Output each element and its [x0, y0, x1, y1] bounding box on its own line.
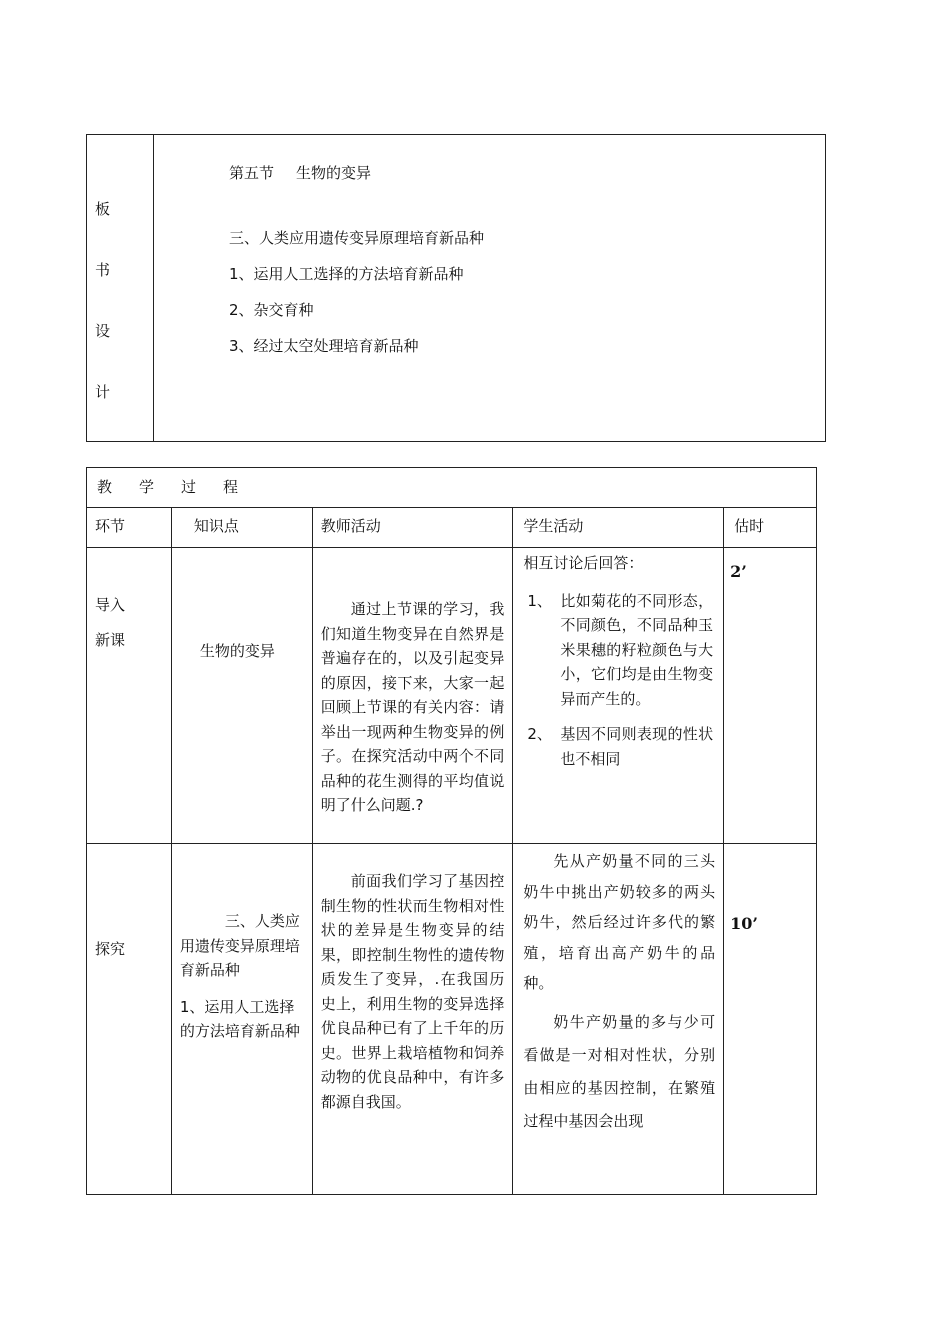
- table-row: [87, 844, 817, 1195]
- header-char: 学: [139, 478, 155, 496]
- header-char: 程: [223, 478, 239, 496]
- board-line: 1、运用人工选择的方法培育新品种: [229, 265, 464, 283]
- section-number: 第五节: [229, 164, 275, 182]
- header-char: 教: [97, 478, 113, 496]
- board-content-cell: [154, 135, 826, 442]
- board-label-cell: [87, 135, 154, 442]
- time-cell: [724, 844, 817, 1195]
- header-char: 过: [181, 478, 197, 496]
- student-activity-text: 先从产奶量不同的三头奶牛中挑出产奶较多的两头奶牛，然后经过许多代的繁殖，培育出高产奶牛的品种。: [523, 852, 716, 992]
- student-activity-text: 奶牛产奶量的多与少可看做是一对相对性状，分别由相应的基因控制，在繁殖过程中基因会出现: [523, 1012, 716, 1130]
- board-label-char: 板: [95, 200, 111, 218]
- knowledge-cell: [171, 548, 312, 844]
- board-line: 2、杂交育种: [229, 301, 314, 319]
- column-header: 学生活动: [513, 508, 724, 548]
- board-label-char: 书: [95, 261, 111, 279]
- table-row: [87, 548, 817, 844]
- process-header: [87, 468, 817, 508]
- board-line: 三、人类应用遗传变异原理培育新品种: [229, 229, 485, 247]
- knowledge-text: 三、人类应用遗传变异原理培育新品种: [179, 912, 300, 979]
- time-estimate: 10’: [730, 914, 758, 933]
- list-item: 1、 比如菊花的不同形态，不同颜色，不同品种玉米果穗的籽粒颜色与大小，它们均是由生物变异而产生的。: [527, 591, 714, 708]
- teacher-activity-cell: [312, 844, 513, 1195]
- list-item: 2、 基因不同则表现的性状也不相同: [527, 725, 714, 768]
- blackboard-design-table: [86, 134, 826, 442]
- board-label-char: 设: [95, 322, 111, 340]
- student-activity-cell: [513, 844, 724, 1195]
- time-estimate: 2’: [730, 562, 747, 581]
- time-cell: [724, 548, 817, 844]
- student-intro: 相互讨论后回答：: [523, 554, 644, 572]
- stage-label: 导入: [95, 596, 126, 614]
- stage-label: 新课: [95, 631, 126, 649]
- teacher-activity-text: 通过上节课的学习，我们知道生物变异在自然界是普遍存在的，以及引起变异的原因，接下来，大家一起回顾上节课的有关内容：请举出一现两种生物变异的例子。在探究活动中两个不同品种的花生测得的平均值说明了什么问题.?: [320, 600, 505, 814]
- stage-cell: [87, 844, 172, 1195]
- student-answer-list: [513, 589, 723, 772]
- column-header: 知识点: [171, 508, 312, 548]
- teaching-process-table: [86, 467, 817, 1195]
- knowledge-cell: [171, 844, 312, 1195]
- column-header: 环节: [87, 508, 172, 548]
- column-header: 教师活动: [312, 508, 513, 548]
- board-label-char: 计: [95, 383, 111, 401]
- board-line: 3、经过太空处理培育新品种: [229, 337, 419, 355]
- knowledge-text: 1、运用人工选择的方法培育新品种: [179, 997, 300, 1040]
- stage-label: 探究: [95, 940, 126, 958]
- section-title: 生物的变异: [296, 164, 372, 182]
- teacher-activity-cell: [312, 548, 513, 844]
- teacher-activity-text: 前面我们学习了基因控制生物的性状而生物相对性状的差异是生物变异的结果，即控制生物性的遗传物质发生了变异，.在我国历史上，利用生物的变异选择优良品种已有了上千年的历史。世界上栽培植物和饲养动物的优良品种中，有许多都源自我国。: [320, 872, 505, 1111]
- board-title: [229, 161, 825, 185]
- stage-cell: [87, 548, 172, 844]
- student-activity-cell: [513, 548, 724, 844]
- knowledge-text: 生物的变异: [199, 642, 275, 660]
- column-header: 估时: [724, 508, 817, 548]
